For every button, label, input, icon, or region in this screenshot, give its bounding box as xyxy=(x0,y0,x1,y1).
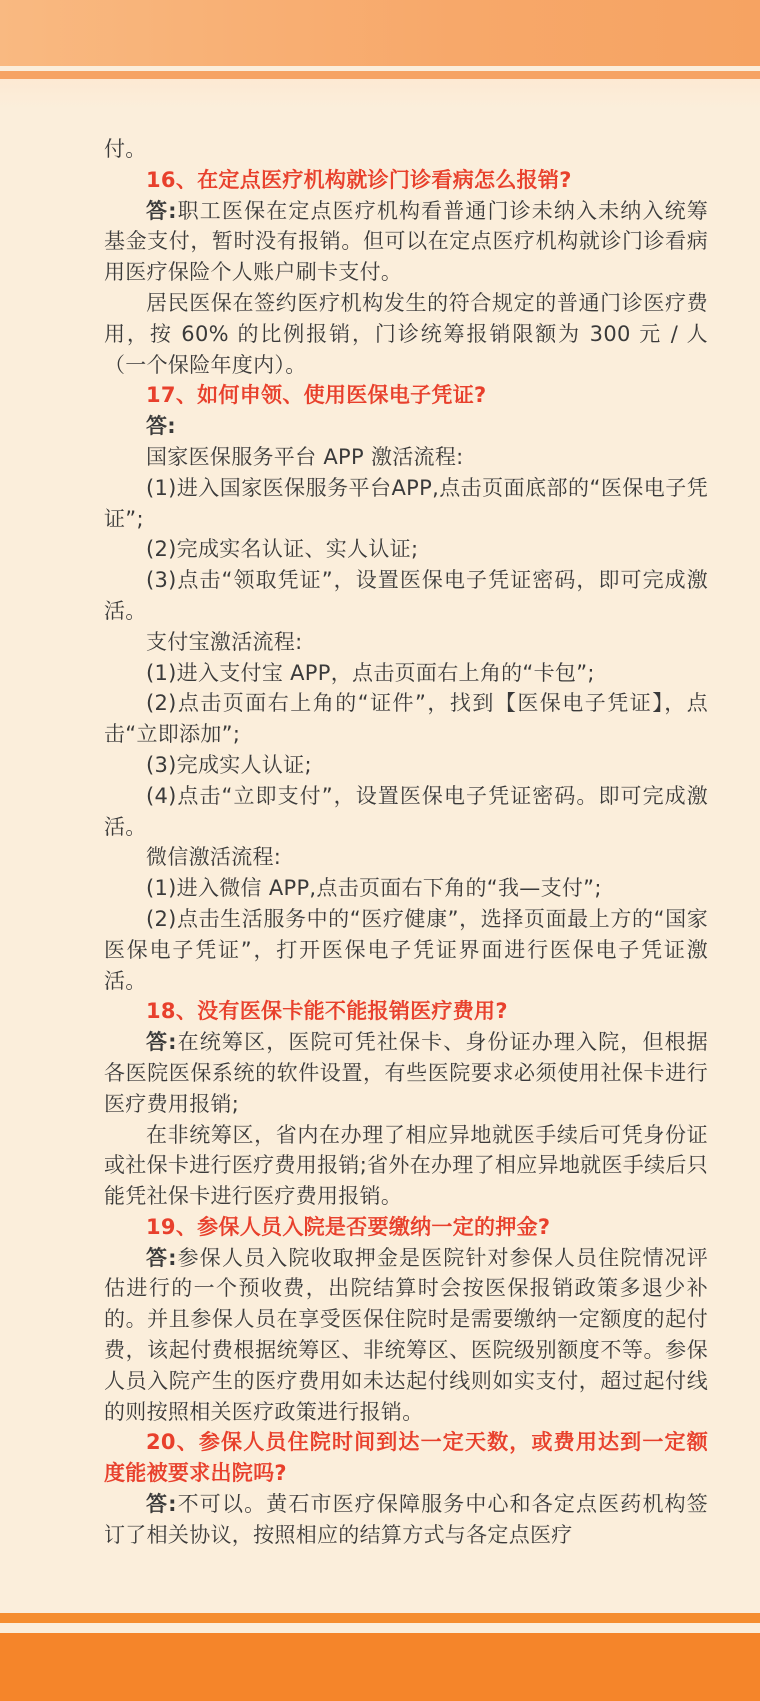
header-band xyxy=(0,0,760,66)
body-paragraph: (4)点击“立即支付”，设置医保电子凭证密码。即可完成激活。 xyxy=(104,783,708,839)
answer-text: 不可以。黄石市医疗保障服务中心和各定点医药机构签订了相关协议，按照相应的结算方式与各定点医疗 xyxy=(104,1492,709,1547)
body-paragraph: (2)点击生活服务中的“医疗健康”，选择页面最上方的“国家医保电子凭证”，打开医保电子凭证界面进行医保电子凭证激活。 xyxy=(104,906,708,993)
question-heading: 17、如何申领、使用医保电子凭证? xyxy=(146,383,487,408)
question-heading: 16、在定点医疗机构就诊门诊看病怎么报销? xyxy=(146,167,572,192)
answer-paragraph xyxy=(104,1489,708,1551)
body-paragraph: 在非统筹区，省内在办理了相应异地就医手续后可凭身份证或社保卡进行医疗费用报销;省外在办理了相应异地就医手续后只能凭社保卡进行医疗费用报销。 xyxy=(104,1122,708,1209)
body-paragraph: (2)点击页面右上角的“证件”，找到【医保电子凭证】，点击“立即添加”; xyxy=(104,691,708,747)
answer-label: 答: xyxy=(146,1030,177,1055)
answer-text: 职工医保在定点医疗机构看普通门诊未纳入未纳入统筹基金支付，暂时没有报销。但可以在定点医疗机构就诊门诊看病用医疗保险个人账户刷卡支付。 xyxy=(104,198,709,285)
header-stripe xyxy=(0,71,760,79)
answer-label: 答: xyxy=(146,1245,177,1270)
question-heading: 20、参保人员住院时间到达一定天数，或费用达到一定额度能被要求出院吗? xyxy=(104,1430,708,1486)
body-paragraph: 支付宝激活流程: xyxy=(146,629,303,654)
answer-label: 答: xyxy=(146,414,176,439)
footer-stripe xyxy=(0,1613,760,1623)
answer-label: 答: xyxy=(146,1492,177,1517)
body-paragraph: (3)点击“领取凭证”，设置医保电子凭证密码，即可完成激活。 xyxy=(104,568,708,623)
body-paragraph: 微信激活流程: xyxy=(146,845,282,870)
answer-paragraph xyxy=(104,1027,708,1119)
body-paragraph: 国家医保服务平台 APP 激活流程: xyxy=(146,444,464,469)
question-heading: 19、参保人员入院是否要缴纳一定的押金? xyxy=(146,1214,551,1239)
answer-text: 参保人员入院收取押金是医院针对参保人员住院情况评估进行的一个预收费，出院结算时会按医保报销政策多退少补的。并且参保人员在享受医保住院时是需要缴纳一定额度的起付费，该起付费根据统筹区、非统筹区、医院级别额度不等。参保人员入院产生的医疗费用如未达起付线则如实支付，超过起付线的则按照相关医疗政策进行报销。 xyxy=(104,1245,709,1424)
answer-paragraph xyxy=(104,1243,708,1428)
answer-text: 在统筹区，医院可凭社保卡、身份证办理入院，但根据各医院医保系统的软件设置，有些医院要求必须使用社保卡进行医疗费用报销; xyxy=(104,1030,709,1116)
footer-band xyxy=(0,1633,760,1701)
body-paragraph: (1)进入微信 APP,点击页面右下角的“我—支付”; xyxy=(146,876,602,901)
answer-label: 答: xyxy=(146,198,177,223)
body-paragraph: (3)完成实人认证; xyxy=(146,752,312,777)
answer-paragraph xyxy=(104,196,708,288)
body-paragraph: (1)进入支付宝 APP，点击页面右上角的“卡包”; xyxy=(146,660,595,685)
question-heading: 18、没有医保卡能不能报销医疗费用? xyxy=(146,999,508,1024)
body-paragraph: 居民医保在签约医疗机构发生的符合规定的普通门诊医疗费用，按 60% 的比例报销，门诊统筹报销限额为 300 元 / 人（一个保险年度内）。 xyxy=(104,290,708,377)
body-paragraph: 付。 xyxy=(104,137,147,161)
body-paragraph: (1)进入国家医保服务平台APP,点击页面底部的“医保电子凭证”; xyxy=(104,475,708,531)
body-paragraph: (2)完成实名认证、实人认证; xyxy=(146,537,419,562)
answer-paragraph xyxy=(104,411,708,442)
document-body xyxy=(104,134,708,1551)
header-fade xyxy=(0,79,760,109)
